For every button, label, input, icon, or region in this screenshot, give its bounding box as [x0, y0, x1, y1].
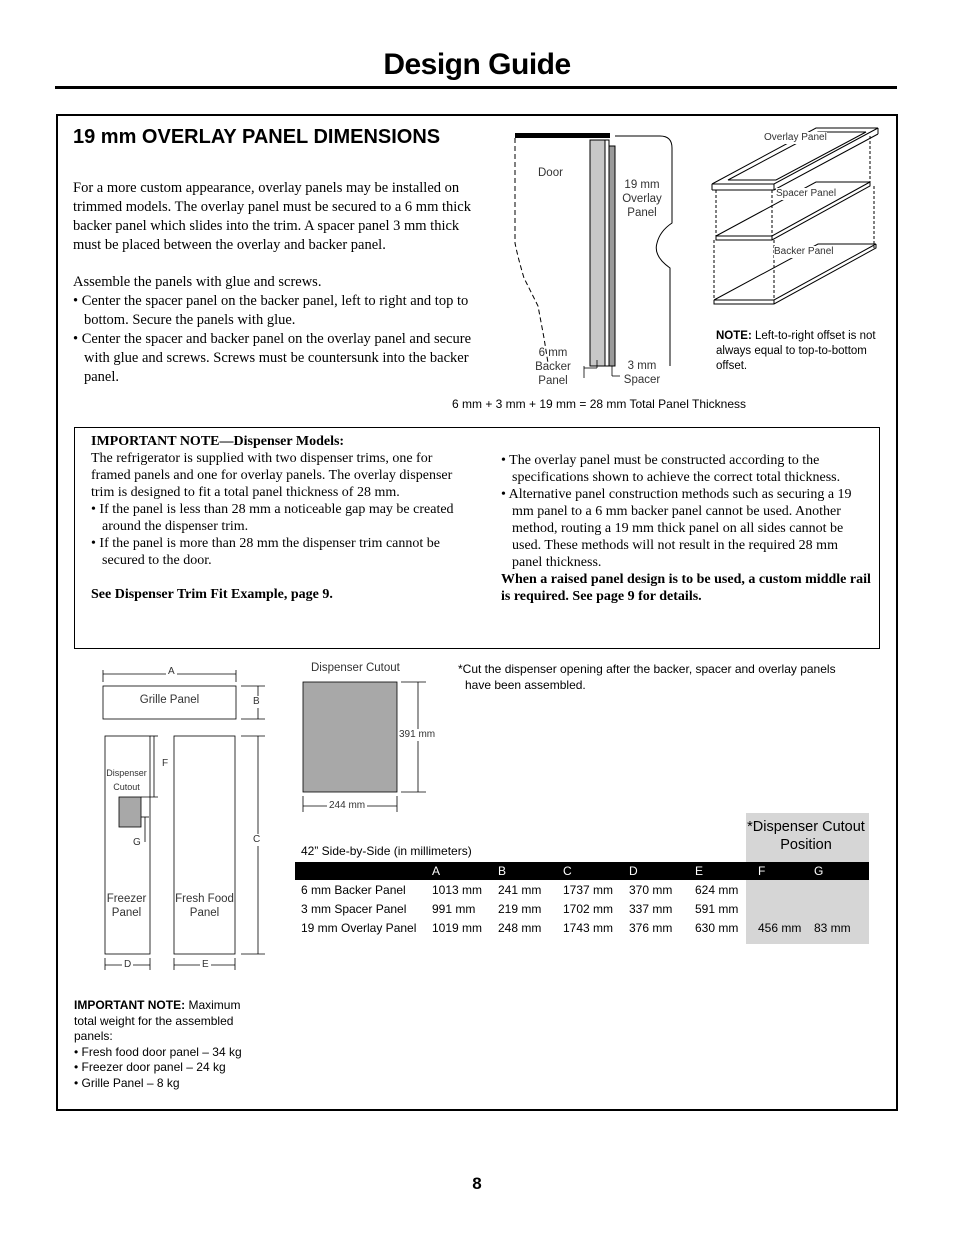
table-cell: 1737 mm — [563, 882, 614, 897]
label-line: 6 mm — [538, 347, 568, 359]
table-cell — [808, 899, 869, 918]
spacer-label — [620, 359, 664, 387]
list-item: • Grille Panel – 8 kg — [74, 1075, 180, 1090]
table-cell: 248 mm — [498, 920, 542, 935]
label-line: Panel — [111, 907, 142, 919]
assemble-line: Assemble the panels with glue and screws. — [73, 274, 322, 290]
table-row — [295, 918, 869, 937]
column-header — [295, 862, 426, 880]
dim-f-label: F — [162, 758, 169, 769]
cutout-footnote: *Cut the dispenser opening after the backer, spacer and overlay panels have been assembled. — [458, 662, 836, 692]
list-item: • Freezer door panel – 24 kg — [74, 1060, 226, 1074]
table-cell: 991 mm — [432, 901, 476, 916]
label-line: Backer — [535, 361, 571, 373]
label-line: 19 mm — [624, 179, 660, 191]
overlay-panel-label — [612, 178, 672, 220]
dim-b-label: B — [253, 696, 260, 707]
label-line: Spacer — [623, 374, 661, 386]
note-left-list — [91, 501, 463, 569]
dim-a-label: A — [168, 666, 175, 677]
cutout-height: 391 mm — [399, 729, 436, 740]
panel-layout-diagram — [96, 662, 276, 972]
spacer-panel-callout: Spacer Panel — [776, 188, 837, 199]
dim-c-label: C — [253, 834, 261, 845]
table-cell: 83 mm — [814, 920, 851, 935]
dim-e-label: E — [202, 959, 209, 970]
thickness-equation: 6 mm + 3 mm + 19 mm = 28 mm Total Panel Thickness — [452, 397, 746, 411]
backer-panel-label — [528, 346, 578, 388]
table-cell: 337 mm — [629, 901, 673, 916]
dim-d-label: D — [124, 959, 132, 970]
label-line: Panel — [538, 375, 568, 387]
fresh-food-panel-label — [174, 892, 235, 920]
table-row — [295, 880, 869, 899]
page-title: Design Guide — [383, 48, 571, 81]
backer-panel-callout: Backer Panel — [774, 246, 834, 257]
column-header: B — [492, 862, 557, 880]
dispenser-cutout-label — [104, 766, 149, 794]
table-row — [295, 899, 869, 918]
table-header-row — [295, 862, 869, 880]
table-cell: 456 mm — [758, 920, 802, 935]
label-line: Fresh Food — [175, 893, 234, 905]
column-header: G — [808, 862, 869, 880]
label-line: Cutout — [113, 782, 140, 792]
label-line: Panel — [627, 207, 657, 219]
table-cell: 1019 mm — [432, 920, 483, 935]
table-cell — [744, 899, 808, 918]
column-header: F — [744, 862, 808, 880]
intro-text — [73, 179, 481, 387]
freezer-panel-label — [104, 892, 149, 920]
offset-note — [716, 329, 876, 374]
list-item: • Center the spacer and backer panel on the overlay panel and secure with glue and screws. Screws must be countersunk into the backer panel. — [73, 331, 471, 385]
label-line: Dispenser — [106, 768, 147, 778]
table-cell: 6 mm Backer Panel — [301, 882, 406, 897]
section-title: 19 mm OVERLAY PANEL DIMENSIONS — [73, 126, 441, 148]
dim-g-label: G — [133, 837, 141, 848]
weight-note-label: IMPORTANT NOTE: — [74, 998, 186, 1012]
list-item: • If the panel is less than 28 mm a noticeable gap may be created around the dispenser trim. — [91, 502, 454, 534]
note-heading: IMPORTANT NOTE—Dispenser Models: — [91, 434, 345, 449]
label-line: Freezer — [106, 893, 147, 905]
see-reference: See Dispenser Trim Fit Example, page 9. — [91, 587, 333, 602]
table-cell: 219 mm — [498, 901, 542, 916]
exploded-panel-diagram — [706, 124, 886, 310]
table-cell — [744, 880, 808, 899]
overlay-panel-callout: Overlay Panel — [764, 132, 827, 143]
table-cell: 624 mm — [695, 882, 739, 897]
grille-panel-label: Grille Panel — [139, 694, 200, 706]
table-cell: 376 mm — [629, 920, 673, 935]
list-item: • Center the spacer panel on the backer panel, left to right and top to bottom. Secure the panels with glue. — [73, 293, 469, 328]
raised-panel-note: When a raised panel design is to be used, a custom middle rail is required. See page 9 for details. — [501, 572, 871, 604]
label-line: Panel — [189, 907, 220, 919]
page-number: 8 — [472, 1174, 482, 1193]
table-cell: 591 mm — [695, 901, 739, 916]
dispenser-position-header: *Dispenser Cutout Position — [747, 819, 865, 853]
label-line: 3 mm — [627, 360, 657, 372]
table-cell: 370 mm — [629, 882, 673, 897]
table-cell: 1013 mm — [432, 882, 483, 897]
dispenser-note-right — [501, 452, 871, 605]
list-item: • Fresh food door panel – 34 kg — [74, 1044, 242, 1059]
weight-note-text: Maximum total weight for the assembled panels: — [74, 998, 241, 1043]
column-header: C — [557, 862, 623, 880]
note-right-list — [501, 452, 871, 571]
table-cell — [808, 880, 869, 899]
column-header: E — [689, 862, 744, 880]
table-cell: 1743 mm — [563, 920, 614, 935]
table-caption: 42” Side-by-Side (in millimeters) — [301, 844, 472, 858]
note-label: NOTE: — [716, 330, 752, 342]
label-line: Overlay — [622, 193, 662, 205]
list-item: • If the panel is more than 28 mm the dispenser trim cannot be secured to the door. — [91, 536, 440, 568]
intro-paragraph: For a more custom appearance, overlay panels may be installed on trimmed models. The overlay panel must be secured to a 6 mm thick backer panel which slides into the trim. A spacer panel 3 mm thick must be placed between the overlay and backer panel. — [73, 180, 471, 253]
dispenser-cutout-diagram — [298, 676, 448, 816]
table-cell: 630 mm — [695, 920, 739, 935]
weight-note — [74, 998, 254, 1091]
door-label: Door — [538, 167, 563, 179]
table-cell: 19 mm Overlay Panel — [301, 920, 417, 935]
note-text: Left-to-right offset is not always equal to top-to-bottom offset. — [716, 330, 876, 372]
dispenser-note-left — [91, 433, 463, 603]
note-paragraph: The refrigerator is supplied with two dispenser trims, one for framed panels and one for overlay panels. The overlay dispenser trim is designed to fit a total panel thickness of 28 mm. — [91, 451, 453, 500]
list-item: • The overlay panel must be constructed according to the specifications shown to achieve the correct total thickness. — [501, 453, 841, 485]
column-header: A — [426, 862, 492, 880]
dimensions-table — [295, 862, 869, 937]
column-header: D — [623, 862, 689, 880]
cutout-title: Dispenser Cutout — [311, 662, 400, 674]
table-cell: 1702 mm — [563, 901, 614, 916]
table-cell: 3 mm Spacer Panel — [301, 901, 407, 916]
assembly-steps — [73, 292, 481, 387]
list-item: • Alternative panel construction methods such as securing a 19 mm panel to a 6 mm backer panel cannot be used. Another method, routing a 19 mm thick panel on all sides cannot be used. These methods will not result in the required 28 mm panel thickness. — [501, 487, 852, 570]
cutout-width: 244 mm — [329, 800, 366, 811]
title-rule — [55, 86, 897, 89]
table-cell: 241 mm — [498, 882, 542, 897]
